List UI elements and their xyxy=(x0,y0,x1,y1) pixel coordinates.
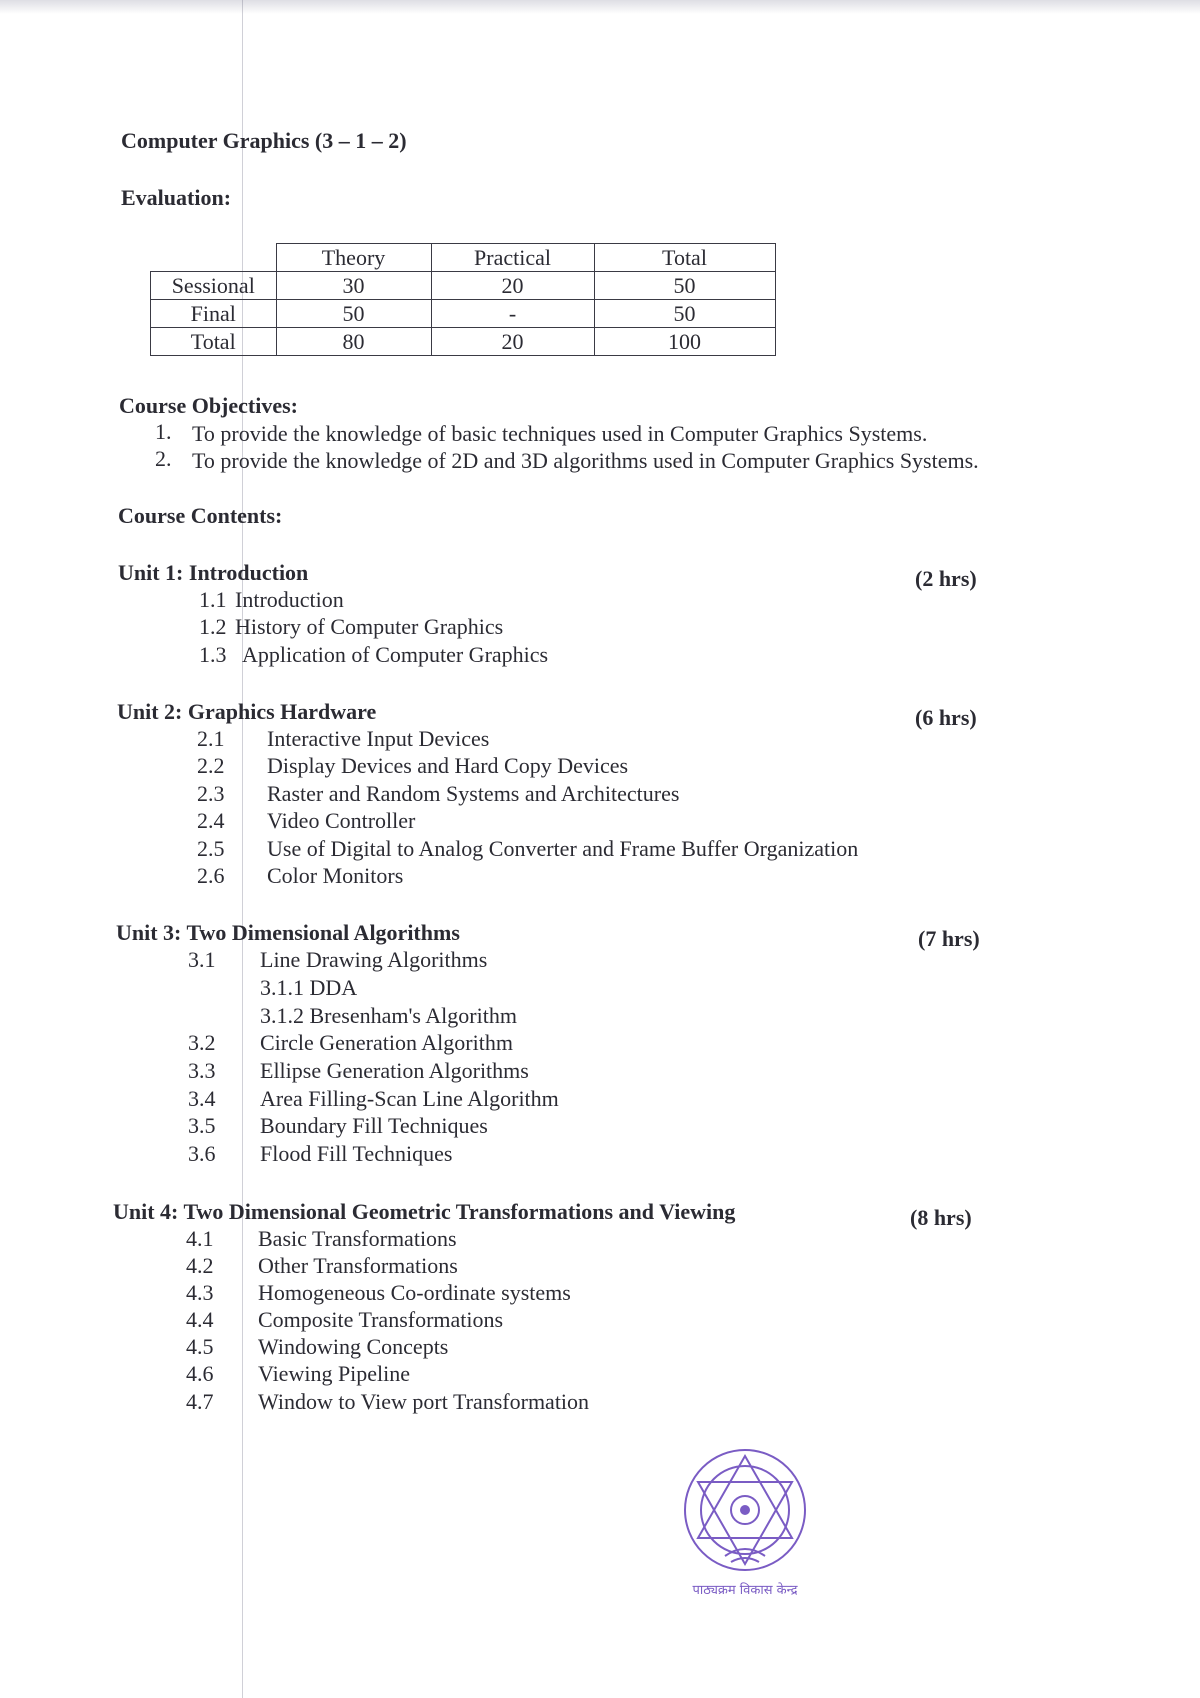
item-number: 3.6 xyxy=(188,1141,216,1166)
item-text: Display Devices and Hard Copy Devices xyxy=(267,753,629,778)
unit-hours: (8 hrs) xyxy=(910,1205,972,1230)
table-row-label: Final xyxy=(151,300,277,328)
item-number: 3.3 xyxy=(188,1058,216,1083)
item-number: 4.6 xyxy=(186,1361,214,1386)
objective-text: To provide the knowledge of basic techniques used in Computer Graphics Systems. xyxy=(192,421,928,446)
item-number: 2.6 xyxy=(197,863,225,888)
table-row xyxy=(151,272,776,300)
item-number: 4.5 xyxy=(186,1334,214,1359)
table-row-label: Sessional xyxy=(151,272,277,300)
seal-center-dot xyxy=(740,1505,750,1515)
table-corner-cell xyxy=(151,244,277,272)
item-text: Application of Computer Graphics xyxy=(242,642,549,667)
item-text: Flood Fill Techniques xyxy=(260,1141,453,1166)
item-text: Composite Transformations xyxy=(258,1307,504,1332)
objective-number: 2. xyxy=(155,446,172,471)
item-text: Area Filling-Scan Line Algorithm xyxy=(260,1086,559,1111)
table-header-row xyxy=(151,244,776,272)
university-seal-stamp xyxy=(665,1438,825,1603)
item-number: 4.3 xyxy=(186,1280,214,1305)
item-number: 2.3 xyxy=(197,781,225,806)
item-number: 1.1 xyxy=(199,587,227,612)
item-number: 3.5 xyxy=(188,1113,216,1138)
item-number: 1.2 xyxy=(199,614,227,639)
evaluation-heading: Evaluation: xyxy=(121,185,232,210)
table-header-cell: Practical xyxy=(431,244,594,272)
seal-caption: पाठ्यक्रम विकास केन्द्र xyxy=(692,1583,798,1598)
scan-top-shade xyxy=(0,0,1200,14)
item-text: Windowing Concepts xyxy=(258,1334,449,1359)
item-text: Color Monitors xyxy=(267,863,404,888)
table-cell: 20 xyxy=(431,328,594,356)
unit-title: Unit 3: Two Dimensional Algorithms xyxy=(116,920,460,945)
sub-item-text: 3.1.1 DDA xyxy=(260,975,358,1000)
item-number: 4.4 xyxy=(186,1307,214,1332)
unit-title: Unit 2: Graphics Hardware xyxy=(117,699,377,724)
item-text: Interactive Input Devices xyxy=(267,726,490,751)
item-text: Use of Digital to Analog Converter and Frame Buffer Organization xyxy=(267,836,859,861)
table-row xyxy=(151,300,776,328)
item-number: 2.2 xyxy=(197,753,225,778)
item-text: Circle Generation Algorithm xyxy=(260,1030,513,1055)
table-cell: 30 xyxy=(276,272,431,300)
item-number: 4.7 xyxy=(186,1389,214,1414)
item-text: Video Controller xyxy=(267,808,416,833)
table-cell: 20 xyxy=(431,272,594,300)
item-text: Homogeneous Co-ordinate systems xyxy=(258,1280,571,1305)
item-number: 2.1 xyxy=(197,726,225,751)
table-cell: 50 xyxy=(276,300,431,328)
item-text: Window to View port Transformation xyxy=(258,1389,590,1414)
unit-hours: (6 hrs) xyxy=(915,705,977,730)
item-text: Viewing Pipeline xyxy=(258,1361,411,1386)
sub-item-text: 3.1.2 Bresenham's Algorithm xyxy=(260,1003,517,1028)
item-number: 3.4 xyxy=(188,1086,216,1111)
evaluation-table xyxy=(150,243,776,356)
table-cell: 50 xyxy=(594,272,775,300)
item-text: Introduction xyxy=(235,587,344,612)
item-number: 3.1 xyxy=(188,947,216,972)
item-number: 1.3 xyxy=(199,642,227,667)
item-number: 3.2 xyxy=(188,1030,216,1055)
item-number: 4.2 xyxy=(186,1253,214,1278)
page-title: Computer Graphics (3 – 1 – 2) xyxy=(121,128,407,153)
item-text: Ellipse Generation Algorithms xyxy=(260,1058,529,1083)
table-row xyxy=(151,328,776,356)
table-cell: 50 xyxy=(594,300,775,328)
objective-text: To provide the knowledge of 2D and 3D algorithms used in Computer Graphics Systems. xyxy=(192,448,979,473)
unit-title: Unit 1: Introduction xyxy=(118,560,309,585)
item-text: Line Drawing Algorithms xyxy=(260,947,488,972)
item-text: History of Computer Graphics xyxy=(235,614,504,639)
item-text: Other Transformations xyxy=(258,1253,458,1278)
unit-hours: (7 hrs) xyxy=(918,926,980,951)
item-number: 2.5 xyxy=(197,836,225,861)
unit-hours: (2 hrs) xyxy=(915,566,977,591)
seal-hands-emblem-lower xyxy=(731,1558,759,1562)
table-header-cell: Total xyxy=(594,244,775,272)
table-cell: 100 xyxy=(594,328,775,356)
item-text: Boundary Fill Techniques xyxy=(260,1113,488,1138)
unit-title: Unit 4: Two Dimensional Geometric Transformations and Viewing xyxy=(113,1199,736,1224)
item-number: 4.1 xyxy=(186,1226,214,1251)
objective-number: 1. xyxy=(155,419,172,444)
contents-heading: Course Contents: xyxy=(118,503,283,528)
table-row-label: Total xyxy=(151,328,277,356)
table-cell: - xyxy=(431,300,594,328)
item-text: Raster and Random Systems and Architectures xyxy=(267,781,680,806)
objectives-heading: Course Objectives: xyxy=(119,393,299,418)
table-header-cell: Theory xyxy=(276,244,431,272)
item-number: 2.4 xyxy=(197,808,225,833)
table-cell: 80 xyxy=(276,328,431,356)
item-text: Basic Transformations xyxy=(258,1226,457,1251)
